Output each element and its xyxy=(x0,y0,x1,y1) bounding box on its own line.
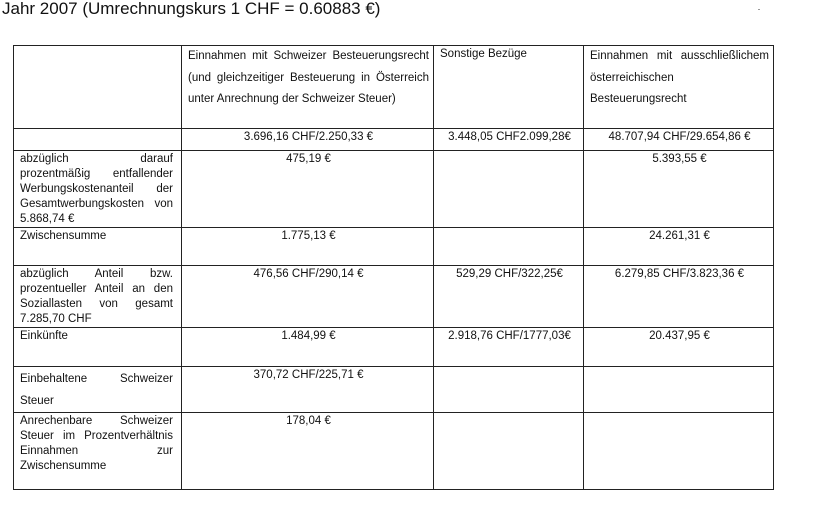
cell-austrian: 20.437,95 € xyxy=(584,328,774,367)
cell-austrian: 5.393,55 € xyxy=(584,151,774,228)
table-row xyxy=(14,367,774,413)
row-label: Einbehaltene Schweizer Steuer xyxy=(14,367,182,413)
table-row xyxy=(14,228,774,266)
row-label: abzüglich darauf prozentmäßig entfallender Werbungskostenanteil der Gesamtwerbungskosten von 5.868,74 € xyxy=(14,151,182,228)
table-row xyxy=(14,129,774,151)
header-cell-other-income: Sonstige Bezüge xyxy=(434,46,584,129)
cell-other: 529,29 CHF/322,25€ xyxy=(434,266,584,328)
cell-swiss: 1.775,13 € xyxy=(182,228,434,266)
cell-swiss: 475,19 € xyxy=(182,151,434,228)
table-row xyxy=(14,328,774,367)
cell-other xyxy=(434,413,584,490)
cell-austrian xyxy=(584,367,774,413)
cell-swiss: 476,56 CHF/290,14 € xyxy=(182,266,434,328)
table-header-row xyxy=(14,46,774,129)
cell-other xyxy=(434,228,584,266)
header-cell-austrian-taxation: Einnahmen mit ausschließlichem österreichischen Besteuerungsrecht xyxy=(584,46,774,129)
table-row xyxy=(14,413,774,490)
cell-other xyxy=(434,151,584,228)
cell-swiss: 1.484,99 € xyxy=(182,328,434,367)
row-label: abzüglich Anteil bzw. prozentueller Anteil an den Soziallasten von gesamt 7.285,70 CHF xyxy=(14,266,182,328)
table-row xyxy=(14,151,774,228)
cell-other xyxy=(434,367,584,413)
tax-table xyxy=(13,45,774,490)
cell-austrian: 48.707,94 CHF/29.654,86 € xyxy=(584,129,774,151)
row-label: Anrechenbare Schweizer Steuer im Prozentverhältnis Einnahmen zur Zwischensumme xyxy=(14,413,182,490)
page-title: Jahr 2007 (Umrechnungskurs 1 CHF = 0.60883 €) xyxy=(2,0,381,18)
row-label: Einkünfte xyxy=(14,328,182,367)
cell-swiss: 370,72 CHF/225,71 € xyxy=(182,367,434,413)
cell-austrian xyxy=(584,413,774,490)
cell-austrian: 6.279,85 CHF/3.823,36 € xyxy=(584,266,774,328)
header-cell-swiss-taxation: Einnahmen mit Schweizer Besteuerungsrecht (und gleichzeitiger Besteuerung in Österreich unter Anrechnung der Schweizer Steuer) xyxy=(182,46,434,129)
cell-other: 3.448,05 CHF2.099,28€ xyxy=(434,129,584,151)
cell-other: 2.918,76 CHF/1777,03€ xyxy=(434,328,584,367)
scan-mark xyxy=(758,9,760,10)
row-label: Zwischensumme xyxy=(14,228,182,266)
table-row xyxy=(14,266,774,328)
header-cell-empty xyxy=(14,46,182,129)
row-label xyxy=(14,129,182,151)
cell-swiss: 178,04 € xyxy=(182,413,434,490)
cell-austrian: 24.261,31 € xyxy=(584,228,774,266)
cell-swiss: 3.696,16 CHF/2.250,33 € xyxy=(182,129,434,151)
